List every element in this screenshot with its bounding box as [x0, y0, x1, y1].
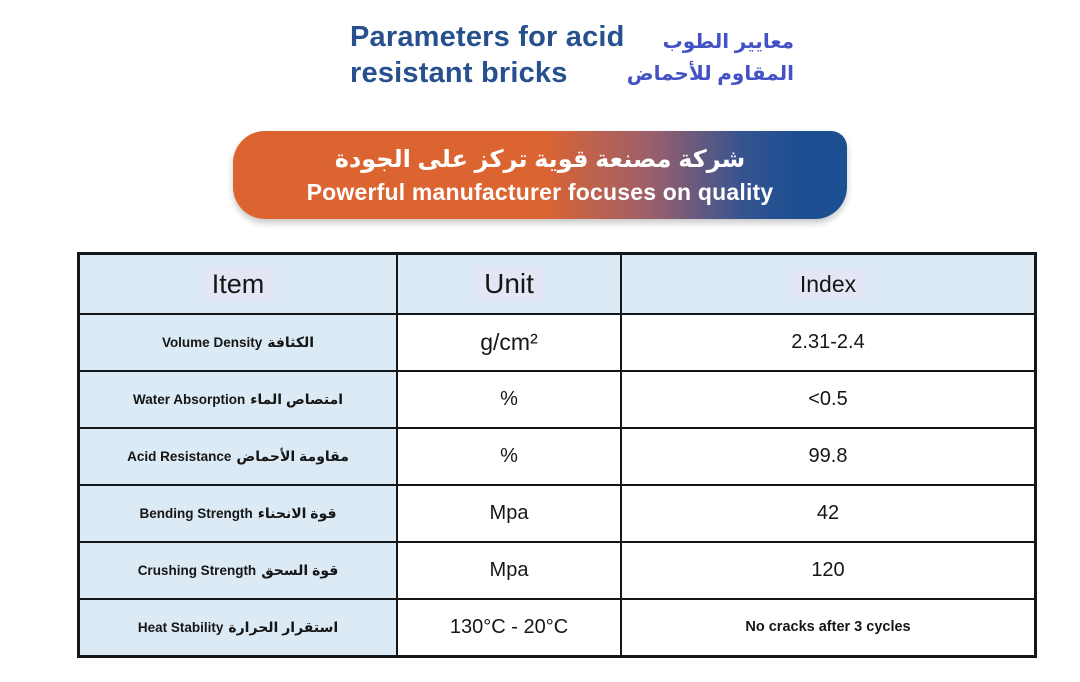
item-cell	[79, 428, 398, 485]
table-row-acid-resistance	[79, 428, 1036, 485]
table-row-bending-strength	[79, 485, 1036, 542]
page-title-english-line1: Parameters for acid	[350, 21, 625, 53]
item-cell	[79, 371, 398, 428]
column-header-unit	[397, 254, 621, 315]
page-title-arabic	[574, 26, 794, 90]
item-label-ar: استقرار الحرارة	[228, 618, 339, 635]
table-row-crushing-strength	[79, 542, 1036, 599]
column-header-index	[621, 254, 1036, 315]
item-label-en: Bending Strength	[139, 506, 253, 521]
item-label-en: Heat Stability	[137, 619, 224, 635]
index-cell: <0.5	[621, 371, 1036, 428]
index-cell: 99.8	[621, 428, 1036, 485]
unit-cell: g/cm²	[397, 314, 621, 371]
page-title-arabic-line1: معايير الطوب	[662, 31, 794, 53]
parameters-table-header	[79, 254, 1036, 315]
unit-cell: Mpa	[397, 485, 621, 542]
parameters-table-body	[79, 314, 1036, 656]
index-cell: 42	[621, 485, 1036, 542]
column-header-index-label: Index	[790, 270, 866, 298]
item-label-en: Crushing Strength	[137, 563, 257, 578]
item-label-en: Volume Density	[161, 335, 263, 350]
item-label-ar: قوة السحق	[261, 562, 339, 578]
table-row-water-absorption	[79, 371, 1036, 428]
item-label-en: Water Absorption	[132, 392, 246, 407]
item-cell	[79, 542, 398, 599]
item-cell	[79, 314, 398, 371]
index-cell: 120	[621, 542, 1036, 599]
item-label-ar: مقاومة الأحماض	[236, 448, 349, 464]
parameters-table	[77, 252, 1037, 658]
item-label-ar: امتصاص الماء	[250, 391, 344, 407]
quality-banner	[233, 131, 847, 219]
column-header-item-label: Item	[202, 268, 275, 300]
page-title-arabic-line2: المقاوم للأحماض	[626, 63, 794, 85]
item-cell	[79, 485, 398, 542]
item-label-ar: الكثافة	[267, 334, 315, 350]
table-row-heat-stability	[79, 599, 1036, 656]
banner-text-english: Powerful manufacturer focuses on quality	[306, 179, 774, 205]
unit-cell: %	[397, 428, 621, 485]
unit-cell: Mpa	[397, 542, 621, 599]
column-header-item	[79, 254, 398, 315]
table-row-volume-density	[79, 314, 1036, 371]
unit-cell: %	[397, 371, 621, 428]
index-cell: No cracks after 3 cycles	[621, 599, 1036, 656]
item-label-en: Acid Resistance	[127, 449, 232, 464]
page-title-english-line2: resistant bricks	[350, 57, 568, 89]
unit-cell: 130°C - 20°C	[397, 599, 621, 656]
banner-text-arabic: شركة مصنعة قوية تركز على الجودة	[334, 146, 746, 173]
item-cell	[79, 599, 398, 656]
index-cell: 2.31-2.4	[621, 314, 1036, 371]
header-row	[79, 254, 1036, 315]
item-label-ar: قوة الانحناء	[257, 505, 337, 521]
column-header-unit-label: Unit	[474, 267, 544, 300]
